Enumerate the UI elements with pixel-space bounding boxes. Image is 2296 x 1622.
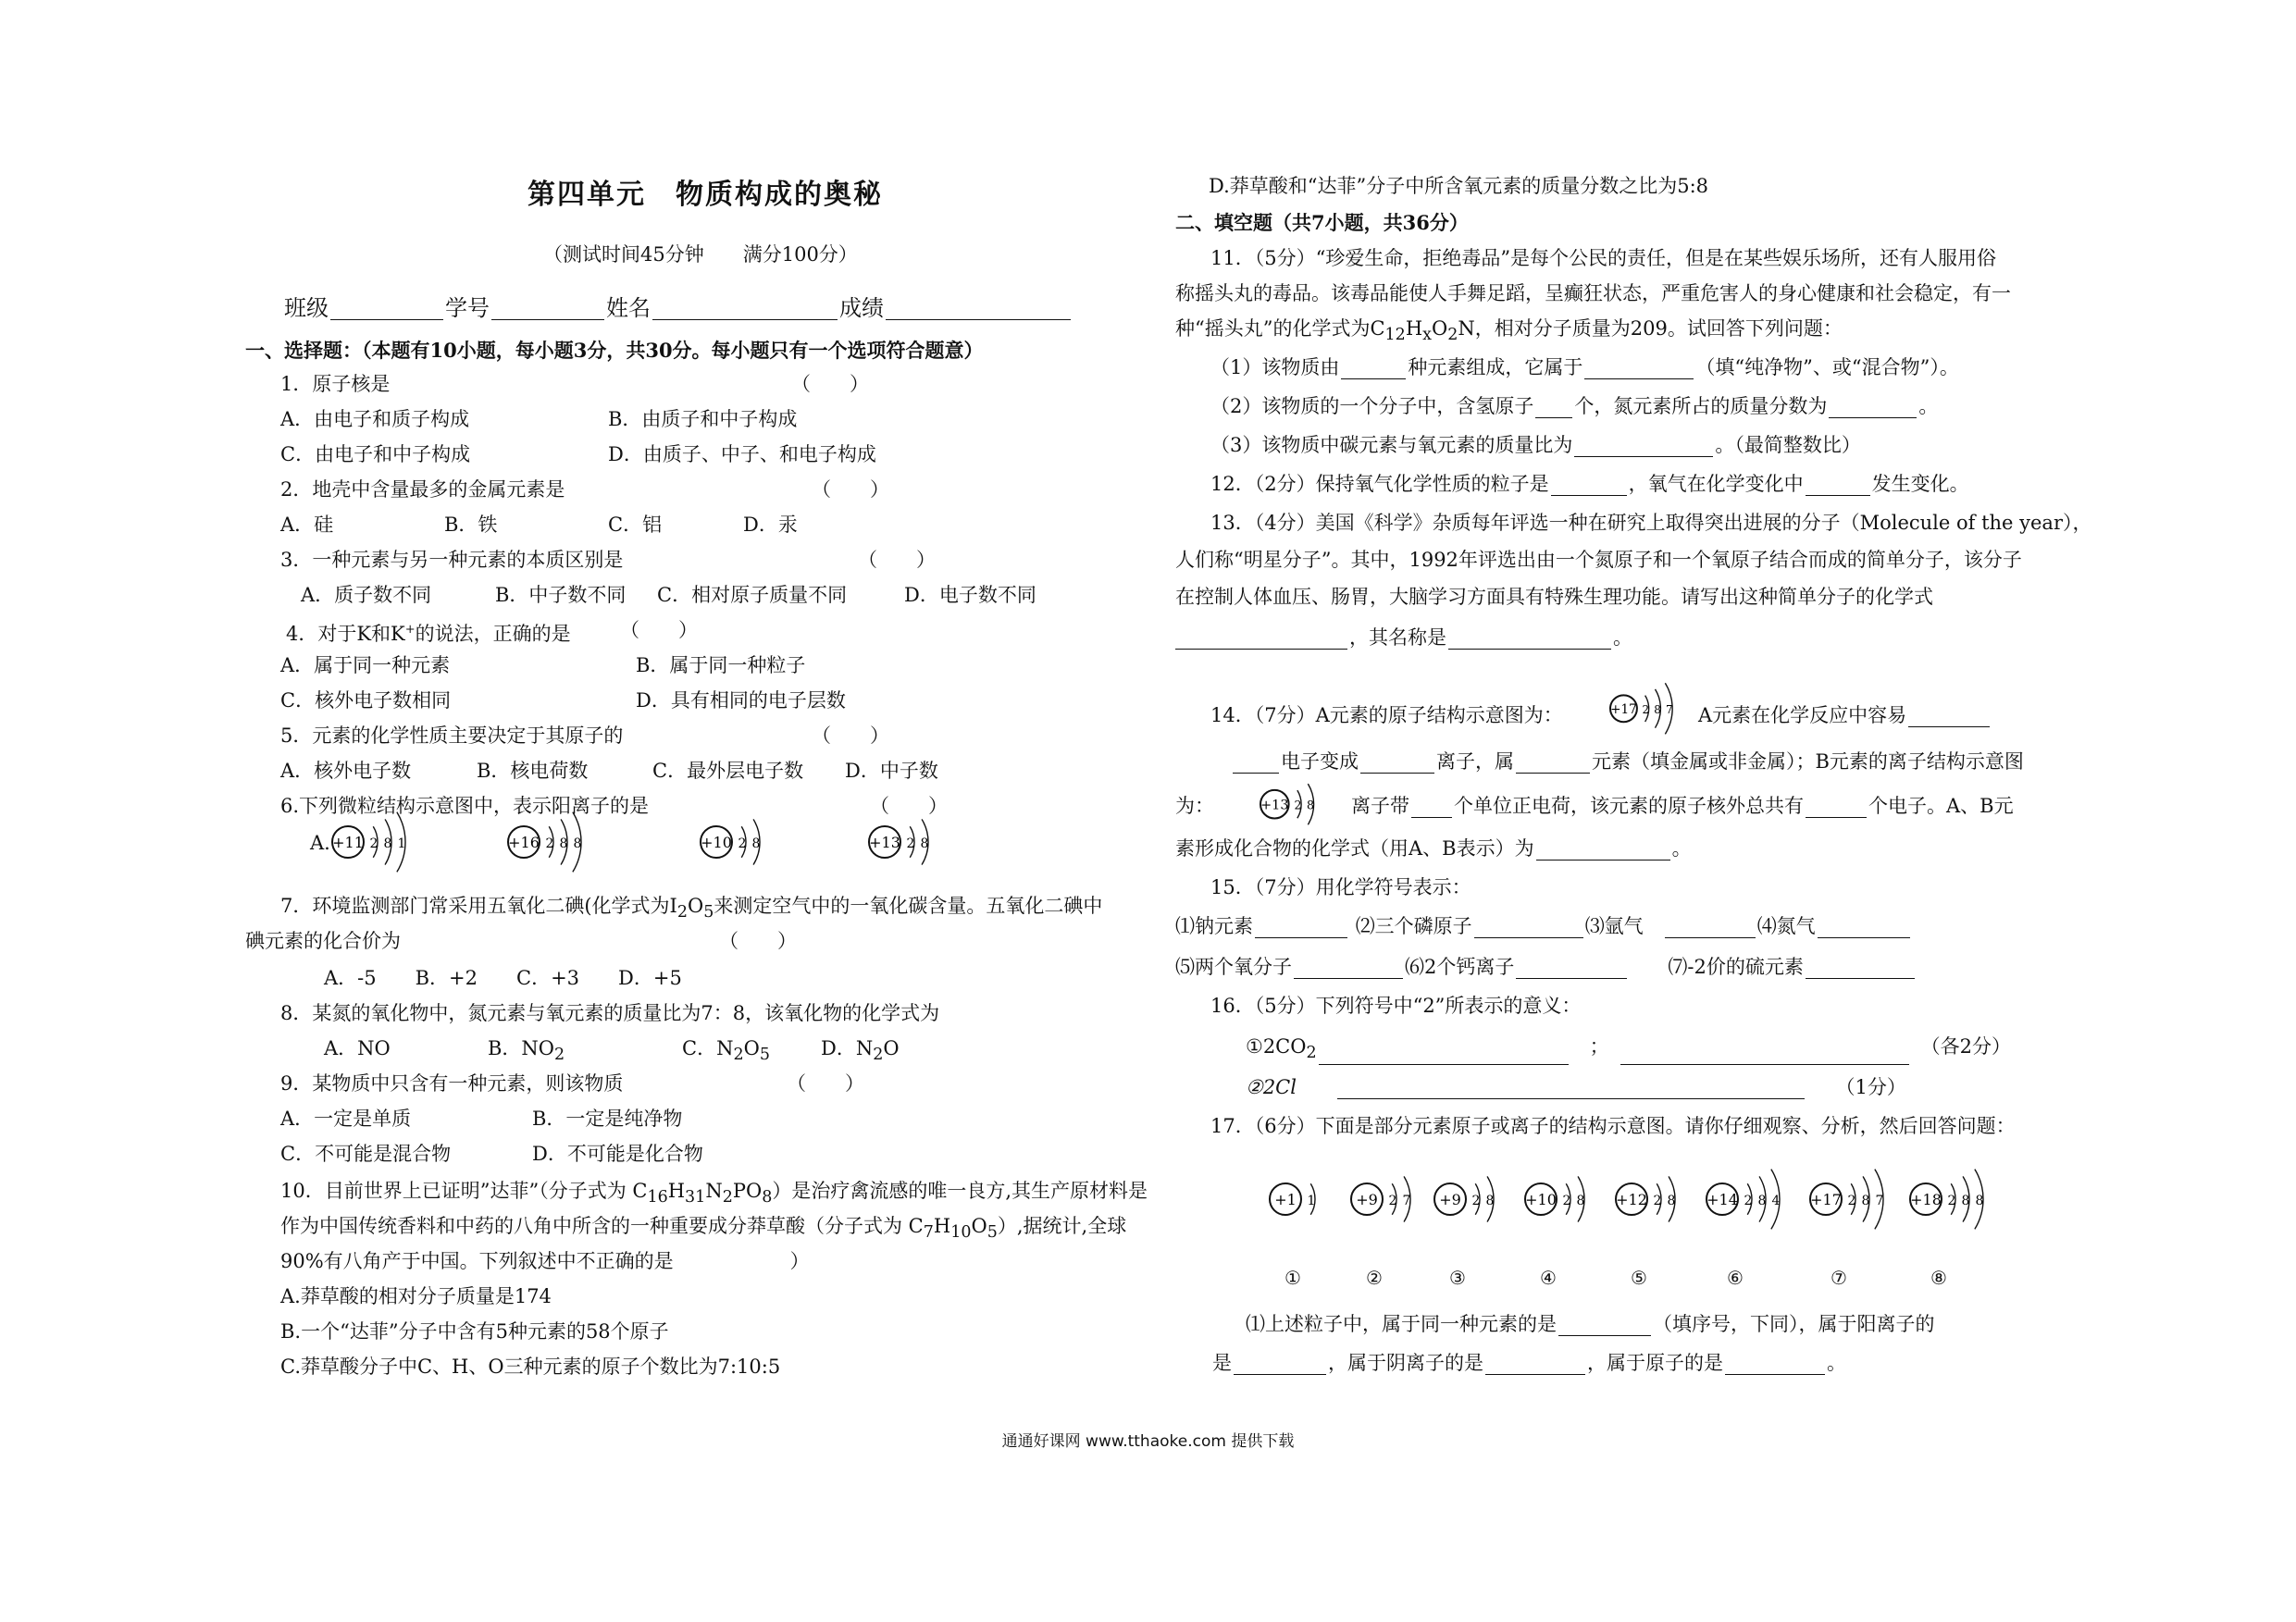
shell-electron-count: 8 — [1306, 798, 1315, 812]
q17-atom-6 — [1705, 1173, 1793, 1229]
q3-option-b: B．中子数不同 — [495, 584, 627, 606]
class-label: 班级 — [284, 295, 329, 321]
q15-blank-1[interactable] — [1255, 917, 1347, 938]
class-blank[interactable] — [330, 299, 443, 320]
q1-option-a: A．由电子和质子构成 — [280, 408, 470, 430]
q15-stem: 15．（7分）用化学符号表示： — [1210, 876, 1471, 898]
q17-label-5: ⑤ — [1631, 1267, 1647, 1289]
q13-blank-name[interactable] — [1448, 628, 1611, 650]
q17-atom-4 — [1523, 1173, 1597, 1229]
q17-label-1: ① — [1285, 1267, 1301, 1289]
shell-electron-count: 2 — [906, 836, 915, 851]
q15-row-1: ⑴钠元素 ⑵三个磷原子 ⑶氩气 ⑷氮气 — [1175, 914, 1912, 938]
q2-option-a: A．硅 — [280, 514, 334, 536]
nucleus-charge-label: +9 — [1439, 1191, 1461, 1208]
q2-stem: 2．地壳中含量最多的金属元素是 — [280, 478, 565, 501]
q14-blank-element-type[interactable] — [1516, 752, 1590, 774]
q1-option-c: C．由电子和中子构成 — [280, 443, 471, 465]
shell-electron-count: 7 — [1402, 1194, 1411, 1208]
q12-blank-change[interactable] — [1806, 475, 1870, 496]
nucleus-charge-label: +10 — [701, 834, 732, 851]
q1-stem: 1．原子核是 — [280, 373, 391, 395]
q3-option-a: A．质子数不同 — [301, 584, 432, 606]
student-info-row — [284, 296, 1073, 320]
shell-electron-count: 2 — [1847, 1194, 1856, 1208]
shell-electron-count: 2 — [1294, 798, 1302, 812]
q17-answer-line-1: ⑴上述粒子中，属于同一种元素的是 （填序号，下同），属于阳离子的 — [1246, 1313, 1935, 1335]
q2-option-c: C．铝 — [608, 514, 663, 536]
shell-electron-count: 2 — [1642, 702, 1650, 716]
q11-line-1: 11．（5分）“珍爱生命，拒绝毒品”是每个公民的责任，但是在某些娱乐场所，还有人服用俗 — [1210, 247, 1997, 269]
q3-option-c: C．相对原子质量不同 — [657, 584, 848, 606]
score-label: 成绩 — [839, 295, 884, 321]
q12-line: 12．（2分）保持氧气化学性质的粒子是 ，氧气在化学变化中 发生变化。 — [1210, 473, 1969, 495]
shell-electron-count: 8 — [751, 836, 761, 851]
q10-option-b: B.一个“达菲”分子中含有5种元素的58个原子 — [280, 1320, 669, 1343]
q8-option-a: A．NO — [324, 1037, 391, 1059]
shell-electron-count: 2 — [545, 836, 554, 851]
shell-electron-count: 2 — [1947, 1194, 1956, 1208]
q4-option-d: D．具有相同的电子层数 — [636, 689, 846, 712]
atom-structure-svg — [1908, 1173, 1996, 1225]
shell-electron-count: 8 — [1667, 1194, 1676, 1208]
q17-atom-1 — [1268, 1173, 1328, 1229]
q3-option-d: D．电子数不同 — [904, 584, 1036, 606]
q17-label-3: ③ — [1449, 1267, 1466, 1289]
shell-electron-count: 8 — [1861, 1194, 1870, 1208]
q13-blank-formula[interactable] — [1175, 628, 1347, 650]
section-1-heading: 一、选择题：（本题有10小题，每小题3分，共30分。每小题只有一个选项符合题意） — [245, 339, 984, 362]
q10-line-1: 10．目前世界上已证明”达菲”（分子式为 $C_{16}H_{31}N_2PO_8$）是治疗禽流感的唯一良方,其生产原材料是 — [280, 1180, 1148, 1207]
atom-structure-svg — [1349, 1173, 1423, 1225]
atom-structure-svg — [1433, 1173, 1507, 1225]
q14-blank-gain-lose[interactable] — [1908, 706, 1990, 727]
shell-electron-count: 8 — [1757, 1194, 1767, 1208]
atom-structure-svg — [699, 816, 773, 868]
q14-blank-electrons[interactable] — [1233, 752, 1279, 774]
shell-electron-count: 7 — [1875, 1194, 1884, 1208]
nucleus-charge-label: +1 — [1274, 1191, 1297, 1208]
q1-option-d: D．由质子、中子、和电子构成 — [608, 443, 876, 465]
nucleus-charge-label: +17 — [1610, 701, 1637, 717]
q17-label-7: ⑦ — [1831, 1267, 1847, 1289]
shell-electron-count: 8 — [1975, 1194, 1984, 1208]
q17-atom-7 — [1808, 1173, 1896, 1229]
q6-atom-diagram-c — [699, 816, 773, 872]
q14-atom-diagram-a — [1608, 687, 1683, 735]
q7-options: A．-5 B．+2 C．+3 D．+5 — [324, 967, 682, 989]
q15-blank-7[interactable] — [1806, 958, 1915, 979]
q6-answer-paren[interactable]: （ ） — [870, 795, 948, 817]
shell-electron-count: 1 — [397, 836, 406, 851]
q5-option-b: B．核电荷数 — [477, 760, 589, 782]
atom-structure-svg — [1523, 1173, 1597, 1225]
shell-electron-count: 8 — [1485, 1194, 1495, 1208]
q1-answer-paren[interactable]: （ ） — [791, 373, 869, 395]
q17-atom-8 — [1908, 1173, 1996, 1229]
q6-atom-diagram-a — [330, 816, 418, 872]
q14-line-2: 电子变成 离子，属 元素（填金属或非金属）；B元素的离子结构示意图 — [1233, 749, 2024, 774]
shell-electron-count: 8 — [1654, 702, 1661, 716]
q10-option-d: D.莽草酸和“达菲”分子中所含氧元素的质量分数之比为5:8 — [1209, 175, 1709, 197]
shell-electron-count: 4 — [1771, 1194, 1781, 1208]
q7-line-2: 碘元素的化合价为 — [245, 930, 401, 952]
nucleus-charge-label: +17 — [1810, 1191, 1842, 1208]
id-label: 学号 — [445, 295, 490, 321]
q6-atom-diagram-d — [867, 816, 941, 872]
q7-line-1: 7．环境监测部门常采用五氧化二碘(化学式为$I_2O_5$来测定空气中的一氧化碳含量。五氧化二碘中 — [280, 895, 1103, 922]
q17-blank-cation[interactable] — [1234, 1354, 1326, 1375]
score-blank[interactable] — [886, 299, 1071, 320]
q2-option-b: B．铁 — [444, 514, 498, 536]
q17-blank-anion[interactable] — [1485, 1354, 1585, 1375]
q10-line-2: 作为中国传统香料和中药的八角中所含的一种重要成分莽草酸（分子式为 $C_7H_{10}O_5$）,据统计,全球 — [280, 1215, 1127, 1243]
q14-blank-ion-type[interactable] — [1360, 752, 1434, 774]
shell-electron-count: 8 — [920, 836, 929, 851]
shell-electron-count: 2 — [1388, 1194, 1397, 1208]
q11-blank-nitrogen-fraction[interactable] — [1829, 397, 1917, 418]
nucleus-charge-label: +11 — [332, 834, 364, 851]
q10-line-3: 90%有八角产于中国。下列叙述中不正确的是 ） — [280, 1250, 810, 1272]
shell-electron-count: 8 — [559, 836, 568, 851]
q11-blank-element-count[interactable] — [1341, 358, 1406, 379]
atom-structure-svg — [506, 816, 594, 868]
q17-atom-5 — [1614, 1173, 1688, 1229]
q5-option-a: A．核外电子数 — [280, 760, 412, 782]
shell-electron-count: 1 — [1307, 1194, 1316, 1208]
q17-blank-same-element[interactable] — [1558, 1315, 1651, 1336]
q8-stem: 8．某氮的氧化物中，氮元素与氧元素的质量比为7：8，该氧化物的化学式为 — [280, 1002, 940, 1024]
atom-structure-svg — [1614, 1173, 1688, 1225]
q6-atom-diagram-b — [506, 816, 594, 872]
atom-structure-svg — [1259, 781, 1325, 827]
q4-stem: 4．对于K和K+的说法，正确的是 — [286, 623, 571, 645]
name-label: 姓名 — [606, 295, 651, 321]
q17-label-6: ⑥ — [1727, 1267, 1744, 1289]
q11-part-2: （2）该物质的一个分子中，含氢原子 个，氮元素所占的质量分数为 。 — [1210, 395, 1939, 417]
atom-structure-svg — [1268, 1173, 1328, 1225]
q2-option-d: D．汞 — [743, 514, 798, 536]
q17-label-4: ④ — [1540, 1267, 1557, 1289]
q15-blank-2[interactable] — [1474, 917, 1583, 938]
q13-line-3: 在控制人体血压、肠胃，大脑学习方面具有特殊生理功能。请写出这种简单分子的化学式 — [1175, 586, 1933, 608]
q16-blank-1b[interactable] — [1620, 1044, 1909, 1065]
q14-line-1b: A元素在化学反应中容易 — [1698, 703, 1992, 727]
page-subtitle: （测试时间45分钟 满分100分） — [543, 243, 858, 266]
q9-option-d: D．不可能是化合物 — [532, 1143, 703, 1165]
q9-answer-paren[interactable]: （ ） — [787, 1072, 864, 1095]
q1-option-b: B．由质子和中子构成 — [608, 408, 798, 430]
q4-option-b: B．属于同一种粒子 — [636, 654, 806, 676]
q4-option-a: A．属于同一种元素 — [280, 654, 451, 676]
q11-blank-hydrogen-count[interactable] — [1535, 397, 1572, 418]
shell-electron-count: 2 — [1562, 1194, 1571, 1208]
q9-option-b: B．一定是纯净物 — [532, 1108, 683, 1130]
q3-answer-paren[interactable]: （ ） — [858, 549, 936, 571]
q14-line-3b: 离子带 个单位正电荷，该元素的原子核外总共有 个电子。A、B元 — [1351, 795, 2014, 817]
q17-blank-atom[interactable] — [1725, 1354, 1825, 1375]
q15-row-2: ⑸两个氧分子 ⑹2个钙离子 ⑺-2价的硫元素 — [1175, 955, 1917, 979]
q15-blank-4[interactable] — [1818, 917, 1910, 938]
nucleus-charge-label: +13 — [1260, 798, 1289, 813]
nucleus-charge-label: +16 — [508, 834, 540, 851]
shell-electron-count: 2 — [1471, 1194, 1481, 1208]
q16-blank-1a[interactable] — [1319, 1044, 1569, 1065]
q14-blank-compound-formula[interactable] — [1536, 839, 1670, 861]
atom-structure-svg — [867, 816, 941, 868]
nucleus-charge-label: +12 — [1616, 1191, 1647, 1208]
q5-stem: 5．元素的化学性质主要决定于其原子的 — [280, 724, 624, 747]
shell-electron-count: 8 — [1576, 1194, 1585, 1208]
q13-line-4: ，其名称是 。 — [1175, 625, 1632, 650]
q16-row-2: ②2Cl （1分） — [1246, 1076, 1906, 1098]
shell-electron-count: 2 — [1653, 1194, 1662, 1208]
q13-line-1: 13．（4分）美国《科学》杂质每年评选一种在研究上取得突出进展的分子（Molecule of the year）， — [1210, 512, 2092, 534]
q14-blank-charge[interactable] — [1411, 797, 1452, 818]
section-2-heading: 二、填空题（共7小题，共36分） — [1175, 211, 1469, 234]
q11-line-2: 称摇头丸的毒品。该毒品能使人手舞足蹈，呈癫狂状态，严重危害人的身心健康和社会稳定，有一 — [1175, 282, 2011, 304]
q6-stem: 6.下列微粒结构示意图中，表示阳离子的是 — [280, 795, 650, 817]
id-blank[interactable] — [491, 299, 604, 320]
nucleus-charge-label: +18 — [1910, 1191, 1942, 1208]
q17-label-2: ② — [1366, 1267, 1383, 1289]
q5-answer-paren[interactable]: （ ） — [812, 724, 889, 747]
q10-option-a: A.莽草酸的相对分子质量是174 — [280, 1285, 552, 1307]
q14-atom-diagram-b — [1259, 781, 1325, 831]
q13-line-2: 人们称“明星分子”。其中，1992年评选出由一个氮原子和一个氧原子结合而成的简单分子，该分子 — [1175, 549, 2022, 571]
q17-answer-line-2: 是 ，属于阴离子的是 ，属于原子的是 。 — [1212, 1352, 1846, 1374]
q14-line-3a: 为： — [1175, 795, 1214, 817]
q15-blank-5[interactable] — [1294, 958, 1403, 979]
atom-structure-svg — [1608, 687, 1683, 731]
q14-line-1a: 14．（7分）A元素的原子结构示意图为： — [1210, 704, 1563, 726]
q12-blank-particle[interactable] — [1551, 475, 1627, 496]
q8-option-c: C．$N_2O_5$ — [682, 1037, 770, 1065]
q4-option-c: C．核外电子数相同 — [280, 689, 452, 712]
q17-label-8: ⑧ — [1930, 1267, 1947, 1289]
q9-option-c: C．不可能是混合物 — [280, 1143, 452, 1165]
shell-electron-count: 2 — [369, 836, 379, 851]
shell-electron-count: 8 — [1961, 1194, 1970, 1208]
q10-option-c: C.莽草酸分子中C、H、O三种元素的原子个数比为7:10:5 — [280, 1356, 781, 1378]
atom-structure-svg — [1808, 1173, 1896, 1225]
page-title: 第四单元 物质构成的奥秘 — [527, 179, 883, 211]
q5-option-c: C．最外层电子数 — [652, 760, 804, 782]
nucleus-charge-label: +13 — [869, 834, 900, 851]
q2-answer-paren[interactable]: （ ） — [812, 478, 889, 501]
q14-blank-electron-total[interactable] — [1806, 797, 1867, 818]
shell-electron-count: 8 — [383, 836, 392, 851]
q17-atom-3 — [1433, 1173, 1507, 1229]
name-blank[interactable] — [652, 299, 838, 320]
q16-row-1: $①2CO_2$ ； （各2分） — [1246, 1034, 2011, 1065]
atom-structure-svg — [1705, 1173, 1793, 1225]
atom-structure-svg — [330, 816, 418, 868]
q17-atom-2 — [1349, 1173, 1423, 1229]
q6-option-a-label: A. — [310, 832, 330, 854]
nucleus-charge-label: +10 — [1525, 1191, 1557, 1208]
q8-option-d: D．$N_2O$ — [821, 1037, 900, 1065]
nucleus-charge-label: +9 — [1356, 1191, 1378, 1208]
q7-answer-paren[interactable]: （ ） — [719, 930, 797, 952]
q17-stem: 17．（6分）下面是部分元素原子或离子的结构示意图。请你仔细观察、分析，然后回答问题： — [1210, 1115, 2016, 1137]
q3-stem: 3．一种元素与另一种元素的本质区别是 — [280, 549, 624, 571]
q15-blank-3[interactable] — [1665, 917, 1756, 938]
q4-answer-paren[interactable]: （ ） — [620, 619, 698, 641]
q16-stem: 16．（5分）下列符号中“2”所表示的意义： — [1210, 995, 1582, 1017]
q14-line-4: 素形成化合物的化学式（用A、B表示）为 。 — [1175, 837, 1692, 860]
q8-option-b: B．$NO_2$ — [488, 1037, 565, 1065]
shell-electron-count: 2 — [738, 836, 747, 851]
q9-stem: 9．某物质中只含有一种元素，则该物质 — [280, 1072, 624, 1095]
q9-option-a: A．一定是单质 — [280, 1108, 412, 1130]
shell-electron-count: 7 — [1665, 702, 1673, 716]
q11-part-1: （1）该物质由 种元素组成，它属于 （填“纯净物”、或“混合物”）。 — [1210, 356, 1959, 378]
nucleus-charge-label: +14 — [1706, 1191, 1738, 1208]
page-footer: 通通好课网 www.tthaoke.com 提供下载 — [1001, 1432, 1295, 1451]
q11-part-3: （3）该物质中碳元素与氧元素的质量比为 。（最简整数比） — [1210, 434, 1861, 456]
shell-electron-count: 2 — [1744, 1194, 1753, 1208]
q11-line-3: 种“摇头丸”的化学式为$C_{12}H_xO_2N$，相对分子质量为209。试回答下列问题： — [1175, 317, 1843, 345]
q5-option-d: D．中子数 — [845, 760, 938, 782]
shell-electron-count: 8 — [573, 836, 582, 851]
q15-blank-6[interactable] — [1516, 958, 1627, 979]
q11-blank-mass-ratio[interactable] — [1574, 436, 1713, 457]
q16-blank-2[interactable] — [1337, 1078, 1805, 1099]
q11-blank-substance-type[interactable] — [1584, 358, 1694, 379]
